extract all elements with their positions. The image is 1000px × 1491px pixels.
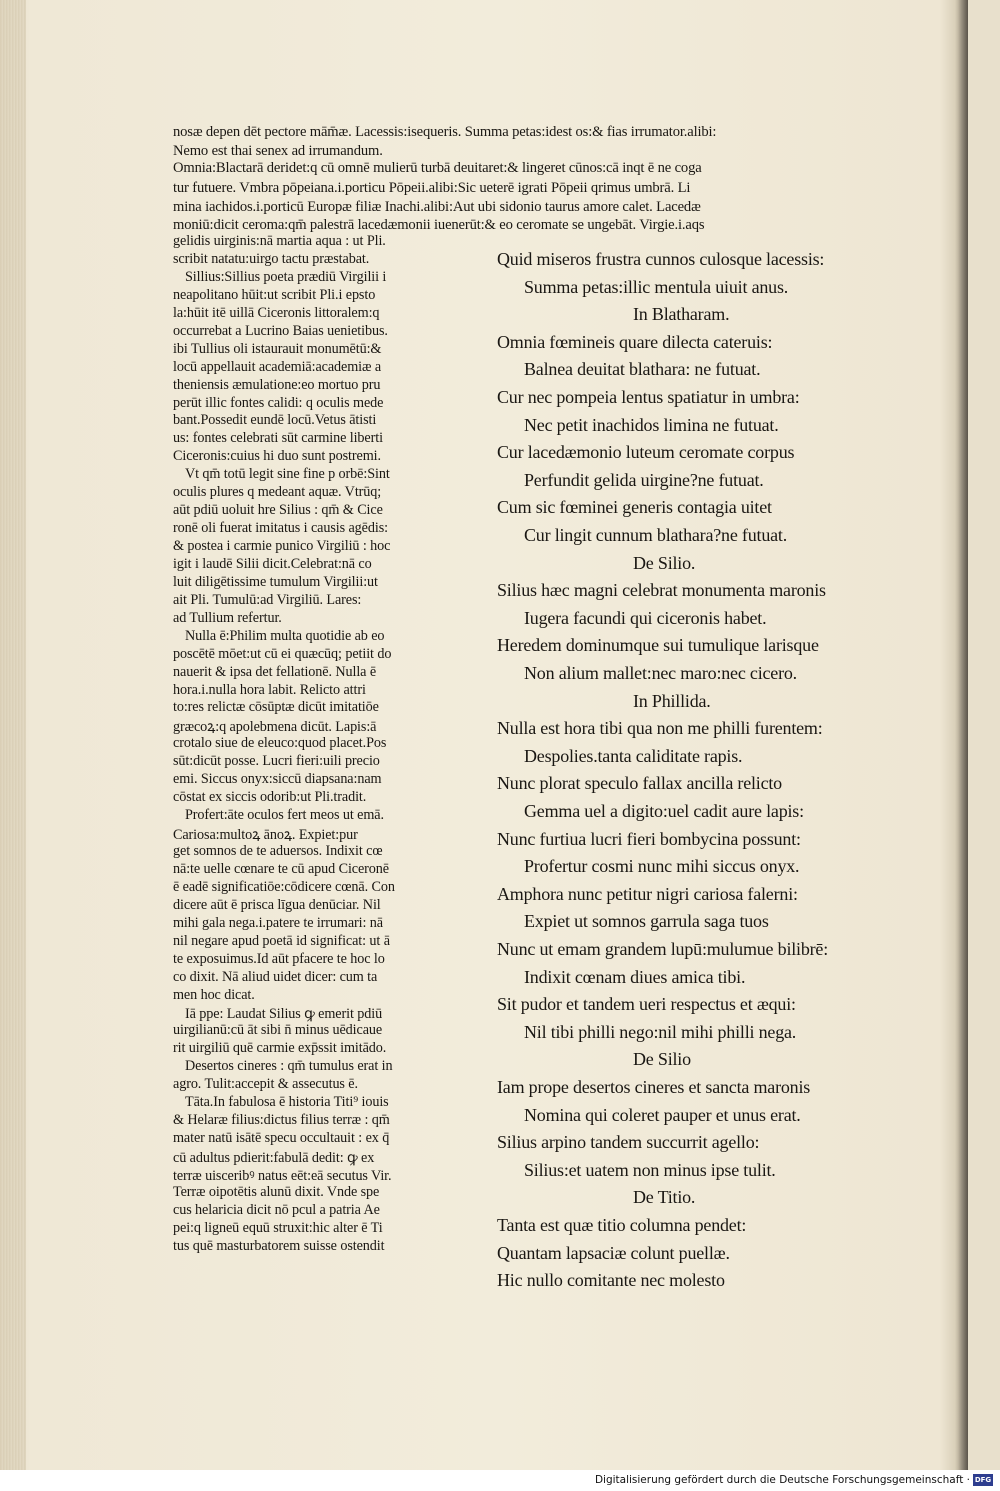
commentary-line: theniensis æmulatione:eo mortuo pru [173, 376, 381, 393]
commentary-line: get somnos de te aduersos. Indixit cœ [173, 843, 383, 859]
commentary-line: nauerit & ipsa det fellationē. Nulla ē [173, 663, 377, 680]
poem-verse: Iugera facundi qui ciceronis habet. [524, 607, 767, 628]
commentary-line: uirgilianū:cū āt sibi n̄ minus uēdicaue [173, 1022, 383, 1039]
commentary-line: gelidis uirginis:nā martia aqua : ut Pli. [173, 233, 386, 249]
poem-verse: Cur lacedæmonio luteum ceromate corpus [497, 442, 795, 463]
commentary-line: ad Tullium refertur. [173, 609, 282, 626]
poem-verse: Nec petit inachidos limina ne futuat. [524, 414, 779, 435]
commentary-line: luit diligētissime tumulum Virgilii:ut [173, 573, 378, 590]
commentary-line: tur futuere. Vmbra pōpeiana.i.porticu Pōpeii.alibi:Sic ueterē igrati Pōpeii qrimus umbrā. Li [173, 180, 691, 196]
poem-verse: Profertur cosmi nunc mihi siccus onyx. [524, 856, 800, 877]
poem-verse: Nunc plorat speculo fallax ancilla relicto [497, 773, 782, 794]
commentary-line: dicere aūt ē prisca līgua denūciar. Nil [173, 896, 381, 913]
commentary-line: aūt pdiū uoluit hre Silius : qm̄ & Cice [173, 502, 383, 519]
commentary-line: Tāta.In fabulosa ē historia Titi⁹ iouis [185, 1094, 389, 1111]
commentary-line: co dixit. Nā aliud uidet dicer: cum ta [173, 968, 378, 985]
commentary-line: scribit natatu:uirgo tactu præstabat. [173, 250, 370, 267]
poem-verse: Sit pudor et tandem ueri respectus et æqui: [497, 994, 796, 1015]
poem-verse: Nulla est hora tibi qua non me philli furentem: [497, 718, 823, 739]
commentary-line: neapolitano hūit:ut scribit Pli.i epsto [173, 286, 376, 303]
poem-heading: In Blatharam. [633, 304, 730, 325]
commentary-line: ronē oli fuerat imitatus i causis agēdis: [173, 520, 388, 536]
commentary-line: nosæ depen dēt pectore mām̄æ. Lacessis:isequeris. Summa petas:idest os:& fias irrumator.alibi: [173, 124, 717, 140]
poem-verse: Cur nec pompeia lentus spatiatur in umbra: [497, 387, 800, 407]
commentary-line: hora.i.nulla hora labit. Relicto attri [173, 681, 366, 698]
commentary-line: locū appellauit academiā:academiæ a [173, 358, 382, 375]
commentary-line: poscētē mōet:ut cū ei quæcūq; petiit do [173, 645, 392, 662]
commentary-line: Omnia:Blactarā deridet:q cū omnē mulierū turbā deuitaret:& lingeret cūnos:cā inqt ē ne coga [173, 160, 702, 176]
commentary-line: Ciceronis:cuius hi duo sunt postremi. [173, 448, 381, 465]
commentary-line: cus helaricia dicit nō pcul a patria Ae [173, 1201, 380, 1218]
page-fore-edge [0, 0, 26, 1470]
commentary-line: mina iachidos.i.porticū Europæ filiæ Inachi.alibi:Aut ubi sidonio taurus amore calet. Lacedæ [173, 199, 701, 215]
poem-verse: Silius arpino tandem succurrit agello: [497, 1132, 760, 1153]
poem-heading: In Phillida. [633, 690, 711, 711]
poem-verse: Nomina qui coleret pauper et unus erat. [524, 1104, 801, 1125]
poem-verse: Heredem dominumque sui tumulique larisque [497, 635, 819, 656]
poem-verse: Tanta est quæ titio columna pendet: [497, 1215, 747, 1235]
poem-heading: De Titio. [633, 1187, 696, 1208]
commentary-line: Cariosa:multoꝝ ānoꝝ. Expiet:pur [173, 827, 358, 843]
commentary-line: cōstat ex siccis odorib:ut Pli.tradit. [173, 789, 367, 806]
commentary-line: sūt:dicūt posse. Lucri fieri:uili precio [173, 753, 380, 770]
poem-verse: Nil tibi philli nego:nil mihi philli nega. [524, 1021, 797, 1042]
commentary-line: te exposuimus.Id aūt pfacere te hoc lo [173, 950, 385, 967]
poem-verse: Hic nullo comitante nec molesto [497, 1270, 725, 1291]
poem-heading: De Silio. [633, 552, 696, 573]
commentary-line: Desertos cineres : qm̄ tumulus erat in [185, 1058, 393, 1075]
commentary-line: mihi gala nega.i.patere te irrumari: nā [173, 914, 384, 931]
commentary-line: ibi Tullius oli istaurauit monumētū:& [173, 340, 382, 357]
dfg-logo: DFG [974, 1476, 992, 1484]
commentary-line: occurrebat a Lucrino Baias uenietibus. [173, 322, 388, 339]
commentary-line: to:res relictæ cōsūptæ dicūt imitatiōe [173, 699, 379, 716]
commentary-line: Nemo est thai senex ad irrumandum. [173, 143, 383, 159]
commentary-line: crotalo siue de eleuco:quod placet.Pos [173, 735, 387, 752]
commentary-line: rit uirgiliū quē carmie exp̄ssit imitādo. [173, 1040, 387, 1057]
poem-verse: Despolies.tanta caliditate rapis. [524, 745, 743, 766]
funding-credit: Digitalisierung gefördert durch die Deutsche Forschungsgemeinschaft · [594, 1474, 970, 1486]
commentary-line: Profert:āte oculos fert meos ut emā. [185, 807, 384, 824]
commentary-line: & Helaræ filius:dictus filius terræ : qm̄ [173, 1112, 390, 1129]
poem-verse: Silius:et uatem non minus ipse tulit. [524, 1159, 776, 1180]
commentary-line: Iā ppe: Laudat Silius ꝙ emerit pdiū [185, 1006, 383, 1023]
commentary-line: cū adultus pdierit:fabulā dedit: ꝙ ex [173, 1149, 375, 1166]
commentary-line: emi. Siccus onyx:siccū diapsana:nam [173, 771, 382, 788]
commentary-line: nil negare apud poetā id significat: ut ā [173, 932, 390, 949]
poem-verse: Iam prope desertos cineres et sancta maronis [497, 1077, 811, 1097]
poem-verse: Silius hæc magni celebrat monumenta maronis [497, 580, 826, 601]
commentary-line: agro. Tulit:accepit & assecutus ē. [173, 1076, 358, 1093]
commentary-line: ait Pli. Tumulū:ad Virgiliū. Lares: [173, 591, 362, 608]
poem-verse: Amphora nunc petitur nigri cariosa falerni: [497, 883, 798, 904]
commentary-line: græcoꝝ:q apolebmena dicūt. Lapis:ā [173, 719, 377, 736]
commentary-line: Sillius:Sillius poeta prædiū Virgilii i [185, 268, 387, 285]
commentary-line: bant.Possedit eundē locū.Vetus ātisti [173, 412, 377, 429]
poem-verse: Expiet ut somnos garrula saga tuos [524, 911, 769, 932]
commentary-line: & postea i carmie punico Virgiliū : hoc [173, 538, 391, 554]
commentary-line: tus quē masturbatorem suisse ostendit [173, 1237, 385, 1254]
commentary-line: nā:te uelle cœnare te cū apud Ciceronē [173, 860, 389, 877]
commentary-line: men hoc dicat. [173, 986, 255, 1003]
commentary-line: mater natū isātē specu occultauit : ex q̄ [173, 1130, 390, 1146]
commentary-line: oculis plures q medeant aquæ. Vtrūq; [173, 484, 382, 501]
poem-verse: Summa petas:illic mentula uiuit anus. [524, 276, 789, 297]
commentary-line: la:hūit itē uillā Ciceronis littoralem:q [173, 304, 380, 321]
poem-verse: Indixit cœnam diues amica tibi. [524, 966, 746, 987]
commentary-line: pei:q ligneū equū struxit:hic alter ē Ti [173, 1219, 383, 1236]
commentary-line: Terræ oipotētis alunū dixit. Vnde spe [173, 1183, 380, 1200]
commentary-line: terræ uisceribꝰ natus eēt:eā secutus Vir. [173, 1167, 392, 1184]
commentary-line: moniū:dicit ceroma:qm̄ palestrā lacedæmonii iuenerūt:& eo ceromate se ungebāt. Virgie.i.aqs [173, 217, 705, 233]
poem-verse: Cum sic fœminei generis contagia uitet [497, 497, 772, 518]
poem-verse: Perfundit gelida uirgine?ne futuat. [524, 469, 764, 490]
commentary-line: Vt qm̄ totū legit sine fine p orbē:Sint [185, 466, 390, 483]
poem-verse: Non alium mallet:nec maro:nec cicero. [524, 663, 797, 683]
poem-verse: Gemma uel a digito:uel cadit aure lapis: [524, 801, 804, 821]
facing-page-edge [968, 0, 1000, 1470]
poem-verse: Omnia fœmineis quare dilecta cateruis: [497, 331, 773, 352]
commentary-line: ē eadē significatiōe:cōdicere cœnā. Con [173, 878, 395, 895]
poem-verse: Cur lingit cunnum blathara?ne futuat. [524, 525, 788, 545]
poem-verse: Balnea deuitat blathara: ne futuat. [524, 359, 761, 380]
poem-verse: Quid miseros frustra cunnos culosque lacessis: [497, 249, 825, 269]
poem-verse: Nunc ut emam grandem lupū:mulumue bilibrē: [497, 939, 829, 959]
poem-verse: Nunc furtiua lucri fieri bombycina possunt: [497, 828, 801, 849]
poem-heading: De Silio [633, 1049, 691, 1070]
commentary-line: igit i laudē Silii dicit.Celebrat:nā co [173, 555, 372, 572]
commentary-line: perūt illic fontes calidi: q oculis mede [173, 394, 384, 411]
commentary-line: Nulla ē:Philim multa quotidie ab eo [185, 627, 385, 644]
poem-verse: Quantam lapsaciæ colunt puellæ. [497, 1242, 730, 1263]
commentary-line: us: fontes celebrati sūt carmine liberti [173, 430, 383, 447]
